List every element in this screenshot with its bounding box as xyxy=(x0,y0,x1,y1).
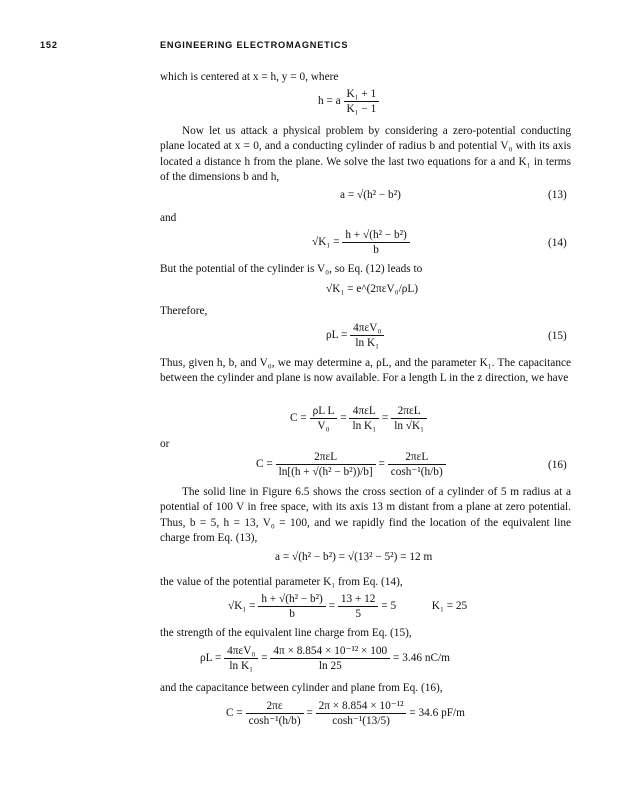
text-therefore: Therefore, xyxy=(160,305,208,317)
eq15-fraction xyxy=(350,321,384,350)
equation-14-number: (14) xyxy=(548,237,567,249)
numrho-f1-den: ln K₁ xyxy=(229,660,254,672)
eq-h-num: K₁ + 1 xyxy=(344,87,380,102)
capL-frac2 xyxy=(349,404,379,433)
numc-f2-den: cosh⁻¹(13/5) xyxy=(332,715,390,727)
paragraph-physical-problem: Now let us attack a physical problem by considering a zero-potential conducting plane located at x = 0, and a conducting cylinder of radius b and potential V₀ with its axis located a distance h from the plane. We solve the last two equations for a and K₁ in terms of the dimensions b and h, xyxy=(160,125,571,183)
paragraph-line-charge-strength: the strength of the equivalent line charge from Eq. (15), xyxy=(160,627,412,639)
numk-f1-num: h + √(h² − b²) xyxy=(258,592,325,607)
equation-c-numeric: C = $\frac{2\pi\varepsilon}{\text{cosh⁻¹(h/b)}}$ = $\frac{\text{2π × 8.854 × 10⁻¹²}}{\text{cosh⁻¹(13/5)}}$ = 34.6 pF/m xyxy=(226,700,465,727)
text-or: or xyxy=(160,438,170,450)
eq16-f2-den: cosh⁻¹(h/b) xyxy=(390,466,443,478)
numrho-f1-num: 4πεV₀ xyxy=(224,644,258,659)
numc-f2-num: 2π × 8.854 × 10⁻¹² xyxy=(316,699,407,714)
numk-result: = 5 xyxy=(381,600,397,613)
eq-h-den: K₁ − 1 xyxy=(346,103,377,115)
numrho-f2-num: 4π × 8.854 × 10⁻¹² × 100 xyxy=(270,644,390,659)
eq14-den: b xyxy=(373,244,379,256)
equation-rho-numeric: ρL = $\frac{\text{4πεV₀}}{\text{ln K₁}}$ = $\frac{\text{4π × 8.854 × 10⁻¹² × 100}}{\ln 25}$ = 3.46 nC/m xyxy=(200,645,450,672)
numk-frac1 xyxy=(258,592,325,621)
equation-sqrtk1-exp: √K₁ = e^(2πεV₀/ρL) xyxy=(326,283,419,295)
equation-14 xyxy=(312,228,410,257)
capL-frac3 xyxy=(391,404,427,433)
numrho-lhs: ρL = xyxy=(200,652,222,665)
numc-frac1 xyxy=(246,699,304,728)
numrho-frac2 xyxy=(270,644,390,673)
capL-f2-den: ln K₁ xyxy=(352,420,377,432)
equation-15-number: (15) xyxy=(548,330,567,342)
capL-f3-den: ln √K₁ xyxy=(394,420,425,432)
eq14-lhs: √K₁ = xyxy=(312,236,340,249)
numk-f1-den: b xyxy=(289,608,295,620)
eq15-lhs: ρL = xyxy=(326,329,348,342)
capL-lhs: C = xyxy=(290,412,307,425)
numk-lhs: √K₁ = xyxy=(228,600,256,613)
equation-h xyxy=(318,87,379,116)
eq16-f2-num: 2πεL xyxy=(388,450,446,465)
numc-result: = 34.6 pF/m xyxy=(409,707,465,720)
eq16-f1-den: ln[(h + √(h² − b²))/b] xyxy=(278,466,373,478)
numk-extra: K₁ = 25 xyxy=(431,600,468,613)
paragraph-thus-given: Thus, given h, b, and V₀, we may determine a, ρL, and the parameter K₁. The capacitance between the cylinder and plane is now available. For a length L in the z direction, we have xyxy=(160,357,571,385)
numrho-f2-den: ln 25 xyxy=(318,660,342,672)
equation-k1-numeric: √K₁ = $\frac{\text{h + √(h² − b²)}}{b}$ = $\frac{13 + 12}{5}$ = 5 K₁ = 25 xyxy=(228,593,468,620)
numc-lhs: C = xyxy=(226,707,243,720)
eq14-fraction xyxy=(342,228,409,257)
capL-f3-num: 2πεL xyxy=(391,404,427,419)
eq15-num: 4πεV₀ xyxy=(350,321,384,336)
eq15-den: ln K₁ xyxy=(355,337,380,349)
numrho-result: = 3.46 nC/m xyxy=(393,652,450,665)
equation-16-number: (16) xyxy=(548,459,567,471)
eq16-frac1 xyxy=(276,450,376,479)
capL-f1-den: V₀ xyxy=(317,420,330,432)
numrho-frac1 xyxy=(224,644,258,673)
capL-frac1 xyxy=(310,404,338,433)
equation-13-number: (13) xyxy=(548,189,567,201)
numk-f2-num: 13 + 12 xyxy=(338,592,379,607)
eq16-frac2 xyxy=(388,450,446,479)
paragraph-capacitance-between: and the capacitance between cylinder and plane from Eq. (16), xyxy=(160,682,443,694)
eq-h-lhs: h = a xyxy=(318,95,341,108)
paragraph-solid-line: The solid line in Figure 6.5 shows the cross section of a cylinder of 5 m radius at a potential of 100 V in free space, with its axis 13 m distant from a plane at zero potential. Thus, b = 5, h = 13, V₀ = 100, and we rapidly find the location of the equivalent line charge from Eq. (13), xyxy=(160,486,571,544)
numk-f2-den: 5 xyxy=(355,608,361,620)
running-title: ENGINEERING ELECTROMAGNETICS xyxy=(160,40,349,50)
numc-f1-num: 2πε xyxy=(246,699,304,714)
paragraph-potential-cylinder: But the potential of the cylinder is V₀, so Eq. (12) leads to xyxy=(160,263,423,275)
eq14-num: h + √(h² − b²) xyxy=(342,228,409,243)
equation-16: C = $\frac{\text{2πεL}}{\text{ln[(h + √(h² − b²))/b]}}$ = $\frac{\text{2πεL}}{\text{cosh⁻¹(h/b)}}$ xyxy=(256,450,446,479)
eq-h-fraction xyxy=(344,87,380,116)
capL-f2-num: 4πεL xyxy=(349,404,379,419)
numc-f1-den: cosh⁻¹(h/b) xyxy=(248,715,301,727)
equation-capacitance-L: C = $\frac{\text{ρL L}}{\text{V₀}}$ = $\frac{\text{4πεL}}{\text{ln K₁}}$ = $\frac{\text{2πεL}}{\text{ln √K₁}}$ xyxy=(290,404,427,433)
capL-f1-num: ρL L xyxy=(310,404,338,419)
page-number: 152 xyxy=(40,40,58,50)
text-and: and xyxy=(160,212,177,224)
numk-frac2 xyxy=(338,592,379,621)
numc-frac2 xyxy=(316,699,407,728)
equation-15 xyxy=(326,321,384,350)
equation-13: a = √(h² − b²) xyxy=(340,189,401,201)
paragraph-potential-parameter: the value of the potential parameter K₁ from Eq. (14), xyxy=(160,576,403,588)
equation-a-numeric: a = √(h² − b²) = √(13² − 5²) = 12 m xyxy=(275,551,433,563)
paragraph-centered-at: which is centered at x = h, y = 0, where xyxy=(160,71,339,83)
eq16-f1-num: 2πεL xyxy=(276,450,376,465)
eq16-lhs: C = xyxy=(256,458,273,471)
